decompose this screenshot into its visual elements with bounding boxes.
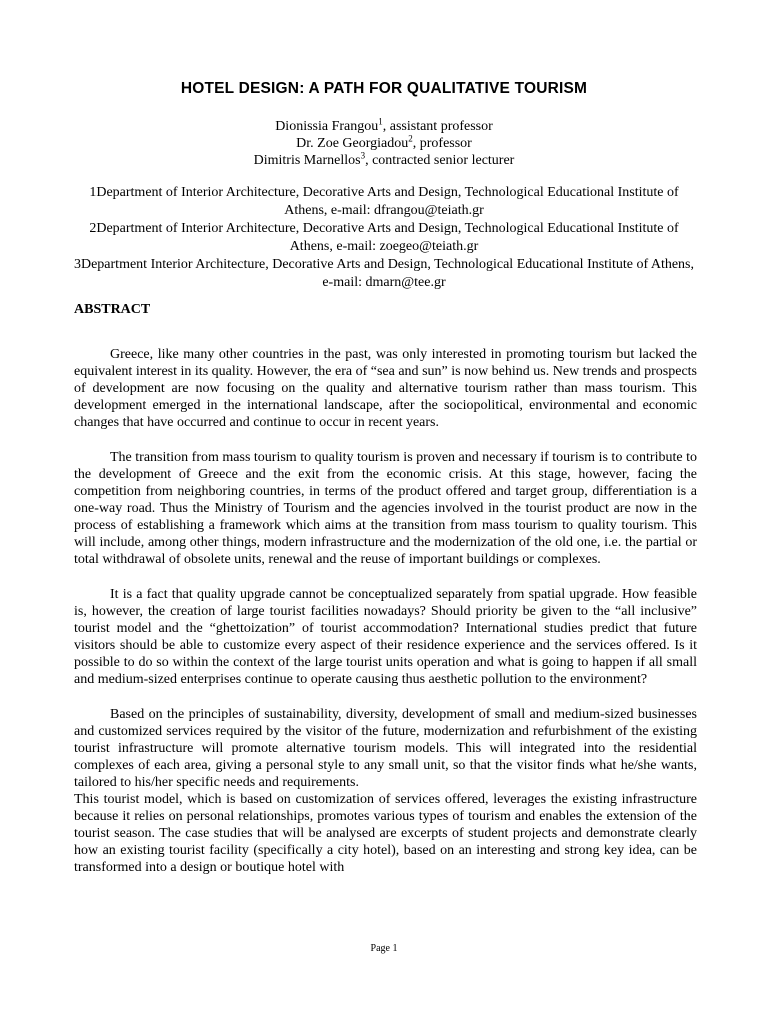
paragraph: This tourist model, which is based on customization of services offered, leverages the existing infrastructure because it relies on personal relationships, promotes various types of tourism and enables the extension of the tourist season. The case studies that will be analysed are excerpts of student projects and demonstrate clearly how an existing tourist facility (specifically a city hotel), based on an interesting and strong key idea, can be transformed into a design or boutique hotel with [74, 792, 697, 875]
paper-title: HOTEL DESIGN: A PATH FOR QUALITATIVE TOURISM [180, 80, 588, 97]
abstract-heading: ABSTRACT [74, 302, 151, 317]
author-name: Dionissia Frangou [275, 119, 379, 134]
author-line [0, 135, 768, 152]
page-number: Page 1 [370, 943, 398, 954]
affiliation-list [70, 184, 698, 292]
paragraph: Based on the principles of sustainability, diversity, development of small and medium-sized businesses and customized services required by the visitor of the future, modernization and refurbishment of the existing tourist infrastructure will promote alternative tourism models. This will integrated into the residential complexes of each area, giving a personal style to any small unit, so that the visitor finds what he/she wants, tailored to his/her specific needs and requirements. [74, 707, 697, 790]
affiliation: 2Department of Interior Architecture, Decorative Arts and Design, Technological Educational Institute of Athens, e-mail: zoegeo@teiath.gr [89, 221, 679, 254]
paragraph: The transition from mass tourism to quality tourism is proven and necessary if tourism is to contribute to the development of Greece and the exit from the economic crisis. At this stage, however, facing the competition from neighboring countries, in terms of the product offered and target group, differentiation is a one-way road. Thus the Ministry of Tourism and the agencies involved in the tourist product are now in the process of establishing a framework which aims at the transition from mass tourism to quality tourism. This will include, among other things, modern infrastructure and the modernization of the old one, i.e. the partial or total withdrawal of obsolete units, renewal and the reuse of important buildings or complexes. [74, 450, 697, 567]
author-name: Dr. Zoe Georgiadou [296, 136, 409, 151]
author-role: , contracted senior lecturer [365, 153, 515, 168]
author-role: , professor [412, 136, 472, 151]
author-affil-mark: 1 [378, 116, 383, 127]
paragraph: It is a fact that quality upgrade cannot be conceptualized separately from spatial upgrade. How feasible is, however, the creation of large tourist facilities nowadays? Should priority be given to the “all inclusive” tourist model and the “ghettoization” of tourist accommodation? International studies predict that future visitors should be able to customize every aspect of their residence experience and the services offered. Is it possible to do so within the context of the large tourist units operation and what is going to happen if all small and medium-sized enterprises continue to operate causing thus aesthetic pollution to the environment? [74, 587, 697, 687]
author-role: , assistant professor [382, 119, 493, 134]
affiliation: 1Department of Interior Architecture, Decorative Arts and Design, Technological Educational Institute of Athens, e-mail: dfrangou@teiath.gr [89, 185, 679, 218]
author-affil-mark: 3 [360, 150, 366, 161]
abstract-body [74, 346, 697, 894]
author-line [0, 118, 768, 135]
author-name: Dimitris Marnellos [253, 153, 361, 168]
affiliation: 3Department Interior Architecture, Decorative Arts and Design, Technological Educational Institute of Athens, e-mail: dmarn@tee.gr [73, 257, 694, 290]
author-list [0, 118, 768, 169]
author-affil-mark: 2 [408, 133, 413, 144]
paragraph: Greece, like many other countries in the past, was only interested in promoting tourism but lacked the equivalent interest in its quality. However, the era of “sea and sun” is now behind us. New trends and prospects of development are now focusing on the quality and alternative tourism rather than mass tourism. This development emerged in the international landscape, after the sociopolitical, environmental and economic changes that have occurred and continue to occur in recent years. [74, 347, 697, 430]
author-line [0, 152, 768, 169]
